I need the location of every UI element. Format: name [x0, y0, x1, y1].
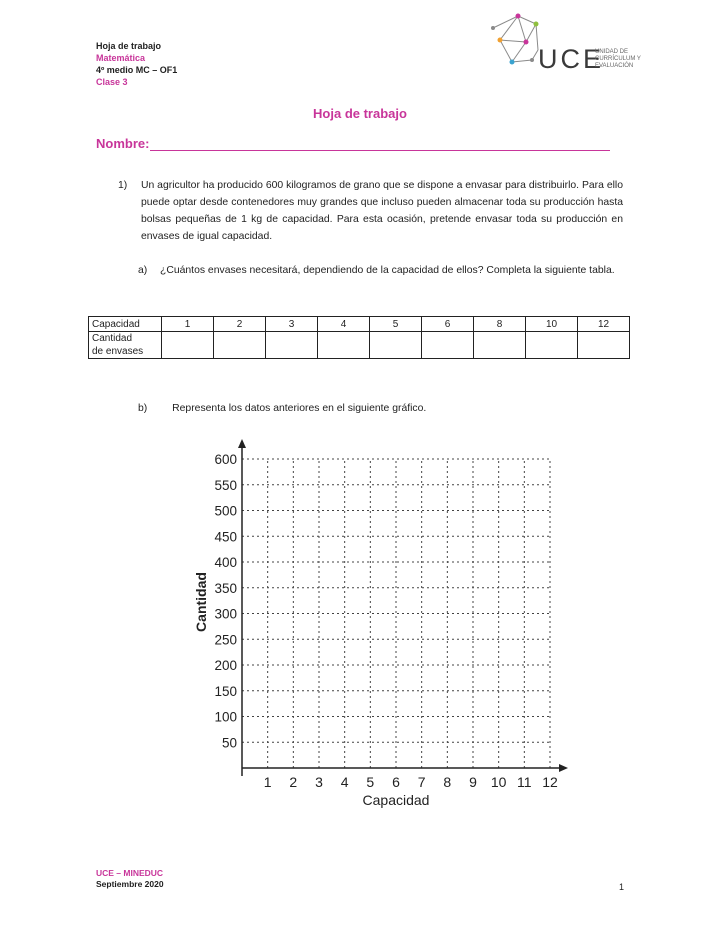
x-axis-arrow-icon: [559, 764, 568, 772]
logo-brand-text: UCE: [538, 44, 605, 74]
answer-cell[interactable]: [370, 332, 422, 359]
x-tick-label: 3: [315, 774, 323, 790]
y-tick-label: 100: [214, 709, 237, 725]
part-b-text: Representa los datos anteriores en el siguiente gráfico.: [172, 403, 427, 414]
y-tick-label: 500: [214, 503, 237, 519]
answer-cell[interactable]: [578, 332, 630, 359]
part-a: [138, 262, 618, 279]
x-tick-label: 12: [542, 774, 558, 790]
answer-cell[interactable]: [214, 332, 266, 359]
capacity-cell: 3: [266, 317, 318, 332]
question-number: 1): [118, 180, 128, 191]
y-tick-label: 550: [214, 477, 237, 493]
footer-org: UCE – MINEDUC: [96, 868, 164, 878]
part-b-label: b): [138, 403, 148, 414]
x-tick-label: 1: [263, 774, 272, 790]
header-class: Clase 3: [96, 77, 128, 87]
x-tick-label: 4: [340, 774, 349, 790]
row-label-line: Cantidad: [92, 333, 133, 344]
y-axis-label: Cantidad: [193, 572, 209, 632]
answer-cell[interactable]: [162, 332, 214, 359]
answer-cell[interactable]: [422, 332, 474, 359]
row-label-line: de envases: [92, 346, 144, 357]
x-tick-label: 9: [469, 774, 477, 790]
x-axis-label: Capacidad: [362, 792, 430, 808]
x-tick-label: 2: [289, 774, 298, 790]
y-tick-label: 300: [214, 606, 237, 622]
x-tick-label: 8: [443, 774, 452, 790]
page-title: Hoja de trabajo: [313, 106, 407, 121]
y-tick-label: 400: [214, 555, 237, 570]
document-header: [96, 40, 177, 88]
y-tick-label: 250: [214, 632, 237, 648]
y-tick-label: 200: [214, 658, 237, 673]
answer-cell[interactable]: [318, 332, 370, 359]
capacity-cell: 8: [474, 317, 526, 332]
capacity-cell: 6: [422, 317, 474, 332]
capacity-table: [88, 316, 630, 359]
capacity-cell: 2: [214, 317, 266, 332]
capacity-cell: 5: [370, 317, 422, 332]
capacity-cell: 10: [526, 317, 578, 332]
table-row: [89, 317, 630, 332]
header-subject: Matemática: [96, 53, 146, 63]
logo-sub-line: EVALUACIÓN: [595, 63, 634, 69]
y-tick-label: 350: [214, 580, 237, 596]
table-row: [89, 332, 630, 359]
y-tick-label: 150: [214, 683, 237, 699]
part-b: [138, 403, 426, 414]
question-1: [118, 177, 623, 245]
table-header-cell: [89, 332, 162, 359]
answer-cell[interactable]: [526, 332, 578, 359]
answer-cell[interactable]: [474, 332, 526, 359]
logo-subtitle: [595, 49, 641, 70]
page-number: 1: [619, 882, 625, 892]
x-tick-label: 10: [490, 774, 507, 790]
part-a-text: ¿Cuántos envases necesitará, dependiendo de la capacidad de ellos? Completa la siguiente tabla.: [160, 265, 615, 276]
logo-sub-line: UNIDAD DE: [595, 49, 629, 55]
y-tick-label: 50: [221, 735, 237, 751]
y-tick-label: 450: [214, 529, 237, 545]
capacity-cell: 1: [162, 317, 214, 332]
name-field-label: Nombre:: [96, 136, 150, 151]
y-tick-label: 600: [214, 452, 237, 467]
answer-cell[interactable]: [266, 332, 318, 359]
x-tick-label: 7: [417, 774, 426, 790]
y-axis-arrow-icon: [238, 439, 246, 448]
footer: [96, 868, 164, 890]
x-tick-label: 6: [392, 774, 400, 790]
header-doc-type: Hoja de trabajo: [96, 41, 162, 51]
footer-date: Septiembre 2020: [96, 879, 164, 889]
table-header-cell: Capacidad: [89, 317, 162, 332]
capacity-cell: 12: [578, 317, 630, 332]
logo-sub-line: CURRÍCULUM Y: [595, 56, 641, 62]
question-text: Un agricultor ha producido 600 kilogramos de grano que se dispone a envasar para distribuirlo. Para ello puede optar desde contenedores muy grandes que incluso pueden almacenar toda su producción hasta bolsas pequeñas de 1 kg de capacidad. Para esta ocasión, pretende envasar toda su producción en envases de igual capacidad.: [141, 180, 623, 242]
capacity-quantity-graph: [180, 432, 580, 817]
name-field-line[interactable]: [150, 150, 610, 151]
header-course: 4º medio MC – OF1: [96, 65, 178, 75]
x-tick-label: 11: [517, 774, 532, 790]
capacity-cell: 4: [318, 317, 370, 332]
x-tick-label: 5: [366, 774, 375, 790]
part-a-label: a): [138, 265, 148, 276]
